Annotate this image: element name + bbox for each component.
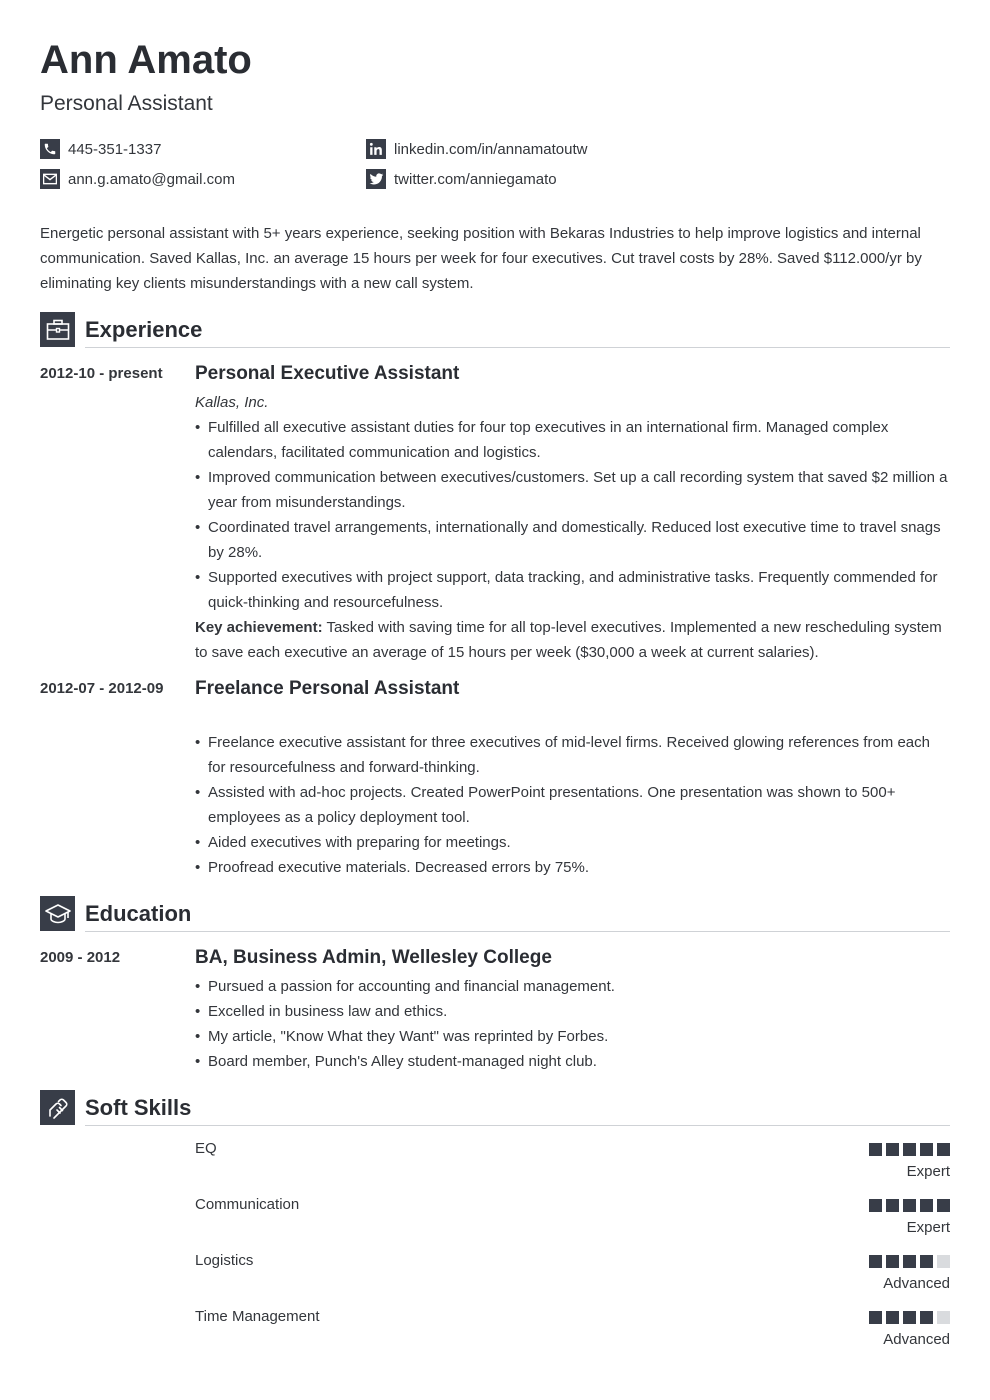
job-2-dates: 2012-07 - 2012-09 [40, 680, 164, 697]
rating-square-filled [903, 1311, 916, 1324]
list-item: • Excelled in business law and ethics. [195, 999, 950, 1024]
skills-section-header [40, 1090, 950, 1126]
rating-square-filled [903, 1255, 916, 1268]
rating-square-filled [937, 1143, 950, 1156]
graduation-cap-icon [40, 896, 75, 931]
job-2-bullets [195, 730, 950, 880]
contact-phone [40, 138, 161, 160]
email-icon [40, 169, 60, 189]
list-item: • Proofread executive materials. Decreased errors by 75%. [195, 855, 950, 880]
education-heading: Education [85, 901, 192, 926]
list-item: • Improved communication between executives/customers. Set up a call recording system that saved $2 million a year from misunderstandings. [195, 465, 950, 515]
rating-square-filled [920, 1255, 933, 1268]
rating-square-filled [869, 1199, 882, 1212]
list-item: • Coordinated travel arrangements, internationally and domestically. Reduced lost executive time to travel snags by 28%. [195, 515, 950, 565]
rating-square-filled [903, 1199, 916, 1212]
rating-square-filled [920, 1311, 933, 1324]
list-item: • My article, "Know What they Want" was reprinted by Forbes. [195, 1024, 950, 1049]
phone-icon [40, 139, 60, 159]
skill-2-level: Expert [906, 1219, 950, 1236]
experience-section-header [40, 312, 950, 348]
education-bullets [195, 974, 950, 1074]
skill-2-rating [869, 1199, 950, 1212]
job-1-key-achievement [195, 615, 950, 665]
rating-square-filled [886, 1311, 899, 1324]
list-item: • Fulfilled all executive assistant duties for four top executives in an international firm. Managed complex calendars, facilitated communication and logistics. [195, 415, 950, 465]
education-degree: BA, Business Admin, Wellesley College [195, 947, 552, 968]
rating-square-filled [886, 1255, 899, 1268]
rating-square-filled [869, 1311, 882, 1324]
skill-4-level: Advanced [883, 1331, 950, 1348]
twitter-icon [366, 169, 386, 189]
linkedin-text[interactable]: linkedin.com/in/annamatoutw [394, 140, 588, 158]
education-section-header [40, 896, 950, 932]
rating-square-empty [937, 1255, 950, 1268]
skill-1-level: Expert [906, 1163, 950, 1180]
job-2-title: Freelance Personal Assistant [195, 678, 460, 699]
briefcase-icon [40, 312, 75, 347]
rating-square-filled [869, 1143, 882, 1156]
job-1-company: Kallas, Inc. [195, 394, 269, 411]
rating-square-empty [937, 1311, 950, 1324]
key-achievement-label: Key achievement: [195, 619, 323, 636]
contact-linkedin [366, 138, 587, 160]
job-1-title: Personal Executive Assistant [195, 363, 460, 384]
skills-heading: Soft Skills [85, 1095, 192, 1120]
list-item: • Pursued a passion for accounting and financial management. [195, 974, 950, 999]
twitter-text[interactable]: twitter.com/anniegamato [394, 170, 557, 188]
list-item: • Aided executives with preparing for meetings. [195, 830, 950, 855]
key-achievement-text: Tasked with saving time for all top-level executives. Implemented a new rescheduling system to save each executive an average of 15 hours per week ($30,000 a week at current salaries). [195, 619, 942, 661]
list-item: • Supported executives with project support, data tracking, and administrative tasks. Frequently commended for quick-thinking and resourcefulness. [195, 565, 950, 615]
rating-square-filled [886, 1199, 899, 1212]
skill-1-name: EQ [195, 1140, 217, 1157]
skill-3-rating [869, 1255, 950, 1268]
candidate-title: Personal Assistant [40, 92, 213, 115]
list-item: • Assisted with ad-hoc projects. Created PowerPoint presentations. One presentation was shown to 500+ employees as a policy deployment tool. [195, 780, 950, 830]
education-dates: 2009 - 2012 [40, 949, 121, 966]
email-text[interactable]: ann.g.amato@gmail.com [68, 170, 235, 188]
experience-heading: Experience [85, 317, 203, 342]
skill-3-name: Logistics [195, 1252, 254, 1269]
rating-square-filled [920, 1199, 933, 1212]
rating-square-filled [903, 1143, 916, 1156]
candidate-name: Ann Amato [40, 38, 252, 82]
job-1-bullets [195, 415, 950, 615]
rating-square-filled [886, 1143, 899, 1156]
rating-square-filled [937, 1199, 950, 1212]
education-divider [85, 931, 950, 932]
experience-divider [85, 347, 950, 348]
contact-twitter [366, 168, 557, 190]
contact-email [40, 168, 235, 190]
handshake-icon [40, 1090, 75, 1125]
list-item: • Board member, Punch's Alley student-managed night club. [195, 1049, 950, 1074]
list-item: • Freelance executive assistant for three executives of mid-level firms. Received glowing references from each for resourcefulness and forward-thinking. [195, 730, 950, 780]
phone-text: 445-351-1337 [68, 140, 162, 158]
skill-4-name: Time Management [195, 1308, 320, 1325]
skills-divider [85, 1125, 950, 1126]
summary-paragraph: Energetic personal assistant with 5+ years experience, seeking position with Bekaras Industries to help improve logistics and internal communication. Saved Kallas, Inc. an average 15 hours per week for four executives. Cut travel costs by 28%. Saved $112.000/yr by eliminating key clients misunderstandings with a new call system. [40, 225, 922, 292]
skill-3-level: Advanced [883, 1275, 950, 1292]
skill-1-rating [869, 1143, 950, 1156]
rating-square-filled [920, 1143, 933, 1156]
linkedin-icon [366, 139, 386, 159]
skill-2-name: Communication [195, 1196, 300, 1213]
skill-4-rating [869, 1311, 950, 1324]
job-1-dates: 2012-10 - present [40, 365, 163, 382]
rating-square-filled [869, 1255, 882, 1268]
